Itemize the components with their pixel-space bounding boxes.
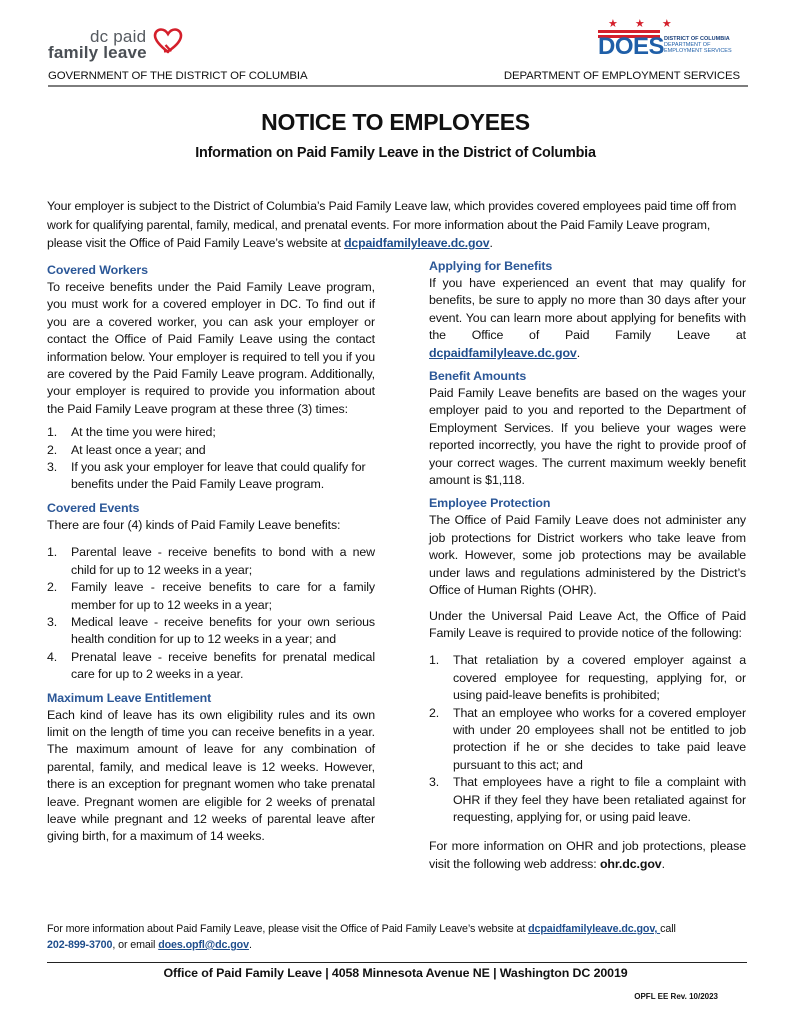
footer-email-text: , or email bbox=[112, 939, 159, 951]
section-heading-covered-events: Covered Events bbox=[47, 500, 140, 515]
footer-call-text: call bbox=[660, 923, 676, 935]
intro-text: Your employer is subject to the District of Columbia’s Paid Family Leave law, which provides covered employees paid time off from work for qualifying parental, family, medical, and prenatal events. For more information about the Paid Family Leave program, please visit the Office of Paid Family Leave’s website at bbox=[47, 199, 737, 250]
left-column bbox=[47, 262, 375, 846]
list-text: Medical leave - receive benefits for your own serious health condition for up to 12 weeks in a year; and bbox=[71, 614, 375, 647]
does-sub-line2: DEPARTMENT OF bbox=[664, 42, 711, 48]
does-sub-line1: DISTRICT OF COLUMBIA bbox=[664, 36, 730, 42]
list-item bbox=[47, 442, 375, 459]
department-label: DEPARTMENT OF EMPLOYMENT SERVICES bbox=[503, 70, 740, 82]
covered-workers-body: To receive benefits under the Paid Family Leave program, you must work for a covered employer in DC. To find out if you are a covered worker, you can ask your employer or contact the Office of Paid Family Leave using the contact information below. Your employer is required to tell you if you are covered by the Paid Family Leave program. Additionally, your employer is required to provide you information about the Paid Family Leave program at these three (3) times: bbox=[47, 280, 375, 416]
does-logo bbox=[598, 18, 748, 62]
list-number: 2. bbox=[47, 442, 58, 457]
does-wordmark: DOES bbox=[598, 33, 665, 60]
list-text: That an employee who works for a covered employer with under 20 employees shall not be entitled to job protection if he or she decides to take paid leave pursuant to this act; and bbox=[453, 705, 746, 772]
page-subtitle: Information on Paid Family Leave in the District of Columbia bbox=[195, 145, 596, 161]
list-text: Parental leave - receive benefits to bond with a new child for up to 12 weeks in a year; bbox=[71, 545, 375, 577]
list-text: Family leave - receive benefits to care for a family member for up to 12 weeks in a year; bbox=[71, 580, 375, 612]
list-number: 3. bbox=[47, 614, 58, 629]
footer-contact-info bbox=[47, 921, 747, 953]
email-link[interactable]: does.opfl@dc.gov bbox=[158, 939, 249, 951]
applying-end: . bbox=[576, 345, 581, 360]
list-item bbox=[429, 774, 746, 826]
list-number: 2. bbox=[47, 580, 58, 595]
max-leave-body: Each kind of leave has its own eligibility rules and its own limit on the length of time you can receive benefits in a year. The maximum amount of leave for any combination of parental, family, and medical leave is 12 weeks. However, there is an exception for pregnant women who take prenatal leave. Pregnant women are eligible for 2 weeks of prenatal leave while pregnant and 12 weeks of parental leave after giving birth, for a maximum of 14 weeks. bbox=[47, 707, 375, 844]
benefit-amounts-body: Paid Family Leave benefits are based on the wages your employer paid to you and reported to the Department of Employment Services. If you believe your wages were reported incorrectly, you have the right to provide proof of your correct wages. The current maximum weekly benefit amount is $1,118. bbox=[429, 386, 746, 488]
footer-info-text: For more information about Paid Family Leave, please visit the Office of Paid Family Leave’s website at bbox=[47, 923, 529, 935]
list-number: 4. bbox=[47, 649, 58, 664]
list-text: At least once a year; and bbox=[71, 442, 206, 457]
list-number: 1. bbox=[429, 653, 440, 668]
government-label: GOVERNMENT OF THE DISTRICT OF COLUMBIA bbox=[48, 70, 308, 82]
list-item bbox=[429, 705, 746, 775]
header-org-rule bbox=[48, 69, 748, 87]
list-item bbox=[47, 459, 375, 494]
list-number: 3. bbox=[47, 460, 58, 475]
list-number: 1. bbox=[47, 545, 58, 560]
list-text: That employees have a right to file a complaint with OHR if they feel they have been retaliated against for requesting, applying for, or using paid leave. bbox=[453, 775, 746, 824]
covered-workers-list bbox=[47, 424, 375, 494]
section-heading-benefit-amounts: Benefit Amounts bbox=[429, 369, 527, 384]
employee-protection-list bbox=[429, 652, 746, 826]
footer-end: . bbox=[248, 939, 252, 951]
footer-divider bbox=[47, 962, 747, 963]
list-text: Prenatal leave - receive benefits for prenatal medical care for up to 2 weeks in a year. bbox=[71, 649, 375, 682]
applying-text: If you have experienced an event that may qualify for benefits, be sure to apply no more than 30 days after your event. You can learn more about applying for benefits with the Office of Paid Family Leave at bbox=[429, 276, 746, 343]
section-heading-applying: Applying for Benefits bbox=[429, 259, 553, 273]
list-text: If you ask your employer for leave that could qualify for benefits under the Paid Family Leave program. bbox=[71, 460, 366, 492]
intro-end: . bbox=[489, 236, 493, 250]
employee-protection-body: The Office of Paid Family Leave does not administer any job protections for District workers who take leave from work. However, some job protections may be available under laws and regulations administered by the District’s Office of Human Rights (OHR). bbox=[429, 513, 746, 598]
paid-family-leave-logo bbox=[48, 28, 188, 66]
phone-number[interactable]: 202-899-3700 bbox=[47, 939, 113, 951]
list-item bbox=[47, 544, 375, 579]
covered-events-body: There are four (4) kinds of Paid Family Leave benefits: bbox=[47, 517, 341, 532]
ohr-link[interactable]: ohr.dc.gov bbox=[599, 856, 662, 871]
heart-arrow-icon bbox=[153, 28, 183, 54]
list-item bbox=[47, 424, 375, 441]
section-heading-covered-workers: Covered Workers bbox=[47, 263, 148, 277]
employee-protection-body2: Under the Universal Paid Leave Act, the Office of Paid Family Leave is required to provide notice of the following: bbox=[429, 608, 746, 640]
website-link[interactable]: dcpaidfamilyleave.dc.gov bbox=[429, 345, 577, 360]
stars-icon: ★ ★ ★ bbox=[608, 18, 679, 30]
list-number: 3. bbox=[429, 775, 440, 790]
applying-body bbox=[429, 275, 746, 362]
footer-website-link[interactable]: dcpaidfamilyleave.dc.gov, bbox=[528, 923, 661, 935]
right-column bbox=[429, 258, 746, 873]
office-address: Office of Paid Family Leave | 4058 Minnesota Avenue NE | Washington DC 20019 bbox=[163, 966, 628, 980]
ohr-closing-end: . bbox=[661, 856, 665, 871]
page-title: NOTICE TO EMPLOYEES bbox=[261, 109, 530, 135]
revision-label: OPFL EE Rev. 10/2023 bbox=[634, 992, 718, 1001]
section-heading-max-leave: Maximum Leave Entitlement bbox=[47, 690, 212, 705]
ohr-closing bbox=[429, 838, 746, 873]
does-sub-line3: EMPLOYMENT SERVICES bbox=[664, 48, 732, 54]
logo-line-dc-paid: dc paid bbox=[90, 27, 147, 46]
list-item bbox=[47, 614, 375, 649]
intro-paragraph bbox=[47, 197, 747, 253]
list-text: At the time you were hired; bbox=[71, 425, 216, 440]
section-heading-employee-protection: Employee Protection bbox=[429, 496, 551, 511]
covered-events-list bbox=[47, 544, 375, 683]
logo-line-family-leave: family leave bbox=[48, 43, 147, 62]
does-subtitle bbox=[664, 36, 732, 54]
list-item bbox=[47, 579, 375, 614]
list-item bbox=[47, 649, 375, 684]
ohr-closing-text: For more information on OHR and job protections, please visit the following web address: bbox=[429, 839, 746, 871]
list-item bbox=[429, 652, 746, 704]
list-number: 1. bbox=[47, 425, 58, 440]
list-text: That retaliation by a covered employer against a covered employee for requesting, applying for, or using paid-leave benefits is prohibited; bbox=[453, 653, 746, 703]
list-number: 2. bbox=[429, 705, 440, 720]
website-link[interactable]: dcpaidfamilyleave.dc.gov bbox=[344, 236, 490, 250]
